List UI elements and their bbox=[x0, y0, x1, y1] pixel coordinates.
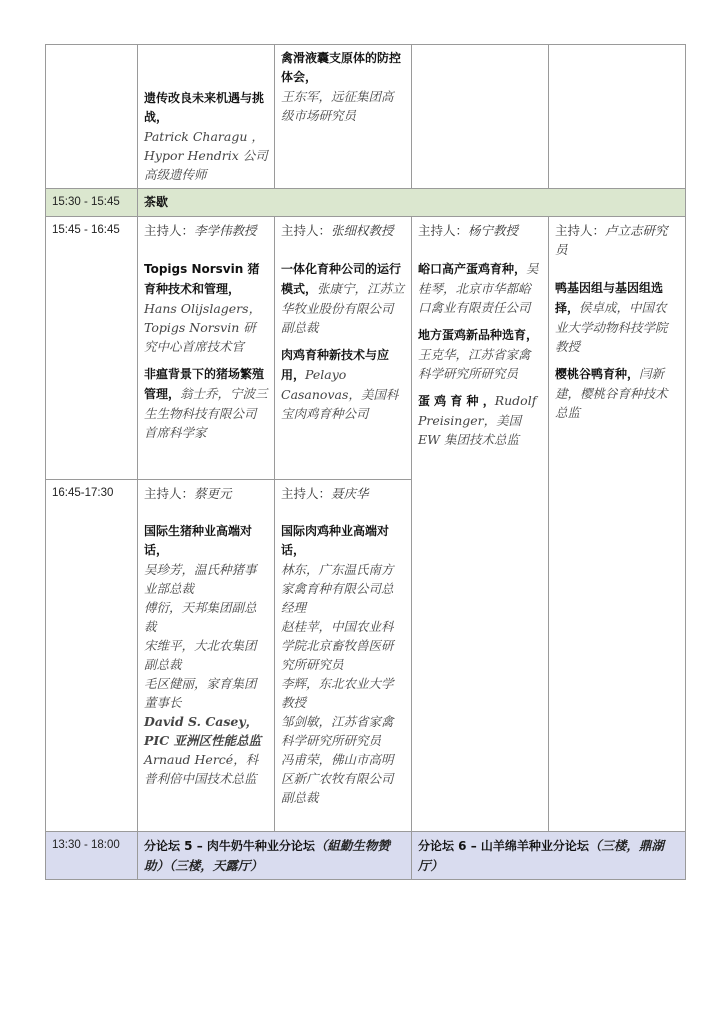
panelist: 林东，广东温氏南方家禽育种有限公司总经理 bbox=[281, 562, 394, 615]
talk-title: 遗传改良未来机遇与挑战， bbox=[144, 91, 265, 124]
host-name: 张细权教授 bbox=[331, 223, 394, 238]
session-cell bbox=[138, 217, 275, 480]
talk-title: 肉鸡育种新技术与应用， bbox=[281, 348, 390, 382]
talk-title: 地方蛋鸡新品种选育， bbox=[418, 328, 539, 342]
host-name: 蔡更元 bbox=[194, 486, 232, 501]
talk-title: 樱桃谷鸭育种， bbox=[555, 367, 640, 381]
panelist: 傅衍，天邦集团副总裁 bbox=[144, 600, 257, 634]
host-label: 主持人： bbox=[418, 223, 469, 238]
host-line bbox=[144, 484, 268, 503]
panelist: 赵桂苹，中国农业科学院北京畜牧兽医研究所研究员 bbox=[281, 619, 394, 672]
forum-note: （組勤生物赞助）（三楼，天露厅） bbox=[144, 838, 390, 873]
time-cell: 15:45 - 16:45 bbox=[46, 217, 138, 480]
host-name: 李学伟教授 bbox=[194, 223, 257, 238]
host-label: 主持人： bbox=[281, 486, 332, 501]
talk-speaker: 闫新建，樱桃谷育种技术总监 bbox=[555, 366, 668, 420]
talk-speaker: Pelayo Casanovas，美国科宝肉鸡育种公司 bbox=[281, 367, 399, 421]
host-line bbox=[281, 221, 405, 240]
talk-title: 蛋 鸡 育 种 ， bbox=[418, 394, 495, 408]
schedule-table bbox=[45, 44, 686, 880]
talk-title: 鸭基因组与基因组选择， bbox=[555, 281, 664, 315]
forum-cell bbox=[138, 832, 412, 880]
panelist: 李辉，东北农业大学教授 bbox=[281, 676, 394, 710]
talk-speaker: 吴桂琴，北京市华都峪口禽业有限责任公司 bbox=[418, 261, 539, 315]
session-cell bbox=[275, 480, 412, 832]
talk-title: 禽滑液囊支原体的防控体会， bbox=[281, 51, 402, 84]
talk-title: 峪口高产蛋鸡育种， bbox=[418, 262, 527, 276]
talk-speaker: Patrick Charagu ， Hypor Hendrix 公司高级遗传师 bbox=[144, 129, 268, 182]
panelist: 冯甫荣，佛山市高明区新广农牧有限公司副总裁 bbox=[281, 752, 394, 805]
host-label: 主持人： bbox=[144, 486, 195, 501]
talk-title: Topigs Norsvin 猪育种技术和管理， bbox=[144, 262, 260, 296]
talk-item bbox=[418, 325, 542, 383]
time-cell: 15:30 - 15:45 bbox=[46, 189, 138, 217]
talk-cell bbox=[275, 45, 412, 189]
empty-cell bbox=[549, 45, 686, 189]
host-label: 主持人： bbox=[144, 223, 195, 238]
talk-speaker: 侯卓成，中国农业大学动物科技学院教授 bbox=[555, 300, 668, 354]
forum-title: 分论坛 6 – 山羊绵羊种业分论坛 bbox=[418, 839, 589, 853]
table-row bbox=[46, 45, 686, 189]
talk-title: 一体化育种公司的运行模式， bbox=[281, 262, 402, 296]
forum-row bbox=[46, 832, 686, 880]
talk-item bbox=[418, 259, 542, 317]
time-cell bbox=[46, 45, 138, 189]
forum-note: （三楼，鼎湖厅） bbox=[418, 838, 664, 873]
panelist: Arnaud Hercé，科普利倍中国技术总监 bbox=[144, 752, 259, 786]
panelist: 邹剑敏，江苏省家禽科学研究所研究员 bbox=[281, 714, 394, 748]
panelist: 毛区健丽，家育集团董事长 bbox=[144, 676, 257, 710]
talk-speaker: 翁士乔，宁波三生生物科技有限公司首席科学家 bbox=[144, 386, 268, 440]
host-line bbox=[144, 221, 268, 240]
host-name: 杨宁教授 bbox=[468, 223, 519, 238]
talk-speaker: 王克华，江苏省家禽科学研究所研究员 bbox=[418, 347, 531, 381]
forum-cell bbox=[412, 832, 686, 880]
talk-item bbox=[555, 364, 679, 422]
panelist: David S. Casey，PIC 亚洲区性能总监 bbox=[144, 714, 262, 748]
empty-cell bbox=[412, 45, 549, 189]
session-cell bbox=[275, 217, 412, 480]
tea-break-row bbox=[46, 189, 686, 217]
panelist: 吴珍芳，温氏种猪事业部总裁 bbox=[144, 562, 257, 596]
panelist-list bbox=[281, 560, 405, 807]
panel-title: 国际肉鸡种业高端对话， bbox=[281, 524, 390, 557]
session-row bbox=[46, 217, 686, 480]
talk-item bbox=[555, 278, 679, 356]
panel-title: 国际生猪种业高端对话， bbox=[144, 524, 253, 557]
panelist-list bbox=[144, 560, 268, 788]
talk-speaker: 王东军，远征集团高级市场研究员 bbox=[281, 89, 394, 123]
host-line bbox=[281, 484, 405, 503]
talk-title: 非瘟背景下的猪场繁殖管理， bbox=[144, 367, 265, 401]
host-line bbox=[555, 221, 679, 259]
session-cell bbox=[549, 217, 686, 832]
tea-break-label: 茶歇 bbox=[138, 189, 686, 217]
session-cell bbox=[138, 480, 275, 832]
talk-speaker: Hans Olijslagers， Topigs Norsvin 研究中心首席技术官 bbox=[144, 301, 262, 354]
talk-cell bbox=[138, 45, 275, 189]
talk-item bbox=[144, 259, 268, 356]
host-label: 主持人： bbox=[281, 223, 332, 238]
time-cell: 16:45-17:30 bbox=[46, 480, 138, 832]
talk-item bbox=[418, 391, 542, 449]
host-name: 卢立志研究员 bbox=[555, 223, 668, 257]
host-line bbox=[418, 221, 542, 240]
host-label: 主持人： bbox=[555, 223, 606, 238]
time-cell: 13:30 - 18:00 bbox=[46, 832, 138, 880]
session-cell bbox=[412, 217, 549, 832]
talk-speaker: Rudolf Preisinger，美国 EW 集团技术总监 bbox=[418, 393, 537, 447]
talk-item bbox=[281, 259, 405, 337]
talk-item bbox=[281, 345, 405, 423]
forum-title: 分论坛 5 – 肉牛奶牛种业分论坛 bbox=[144, 839, 315, 853]
panelist: 宋维平，大北农集团副总裁 bbox=[144, 638, 257, 672]
host-name: 聂庆华 bbox=[331, 486, 369, 501]
talk-item bbox=[144, 364, 268, 442]
talk-speaker: 张康宁，江苏立华牧业股份有限公司副总裁 bbox=[281, 281, 405, 335]
